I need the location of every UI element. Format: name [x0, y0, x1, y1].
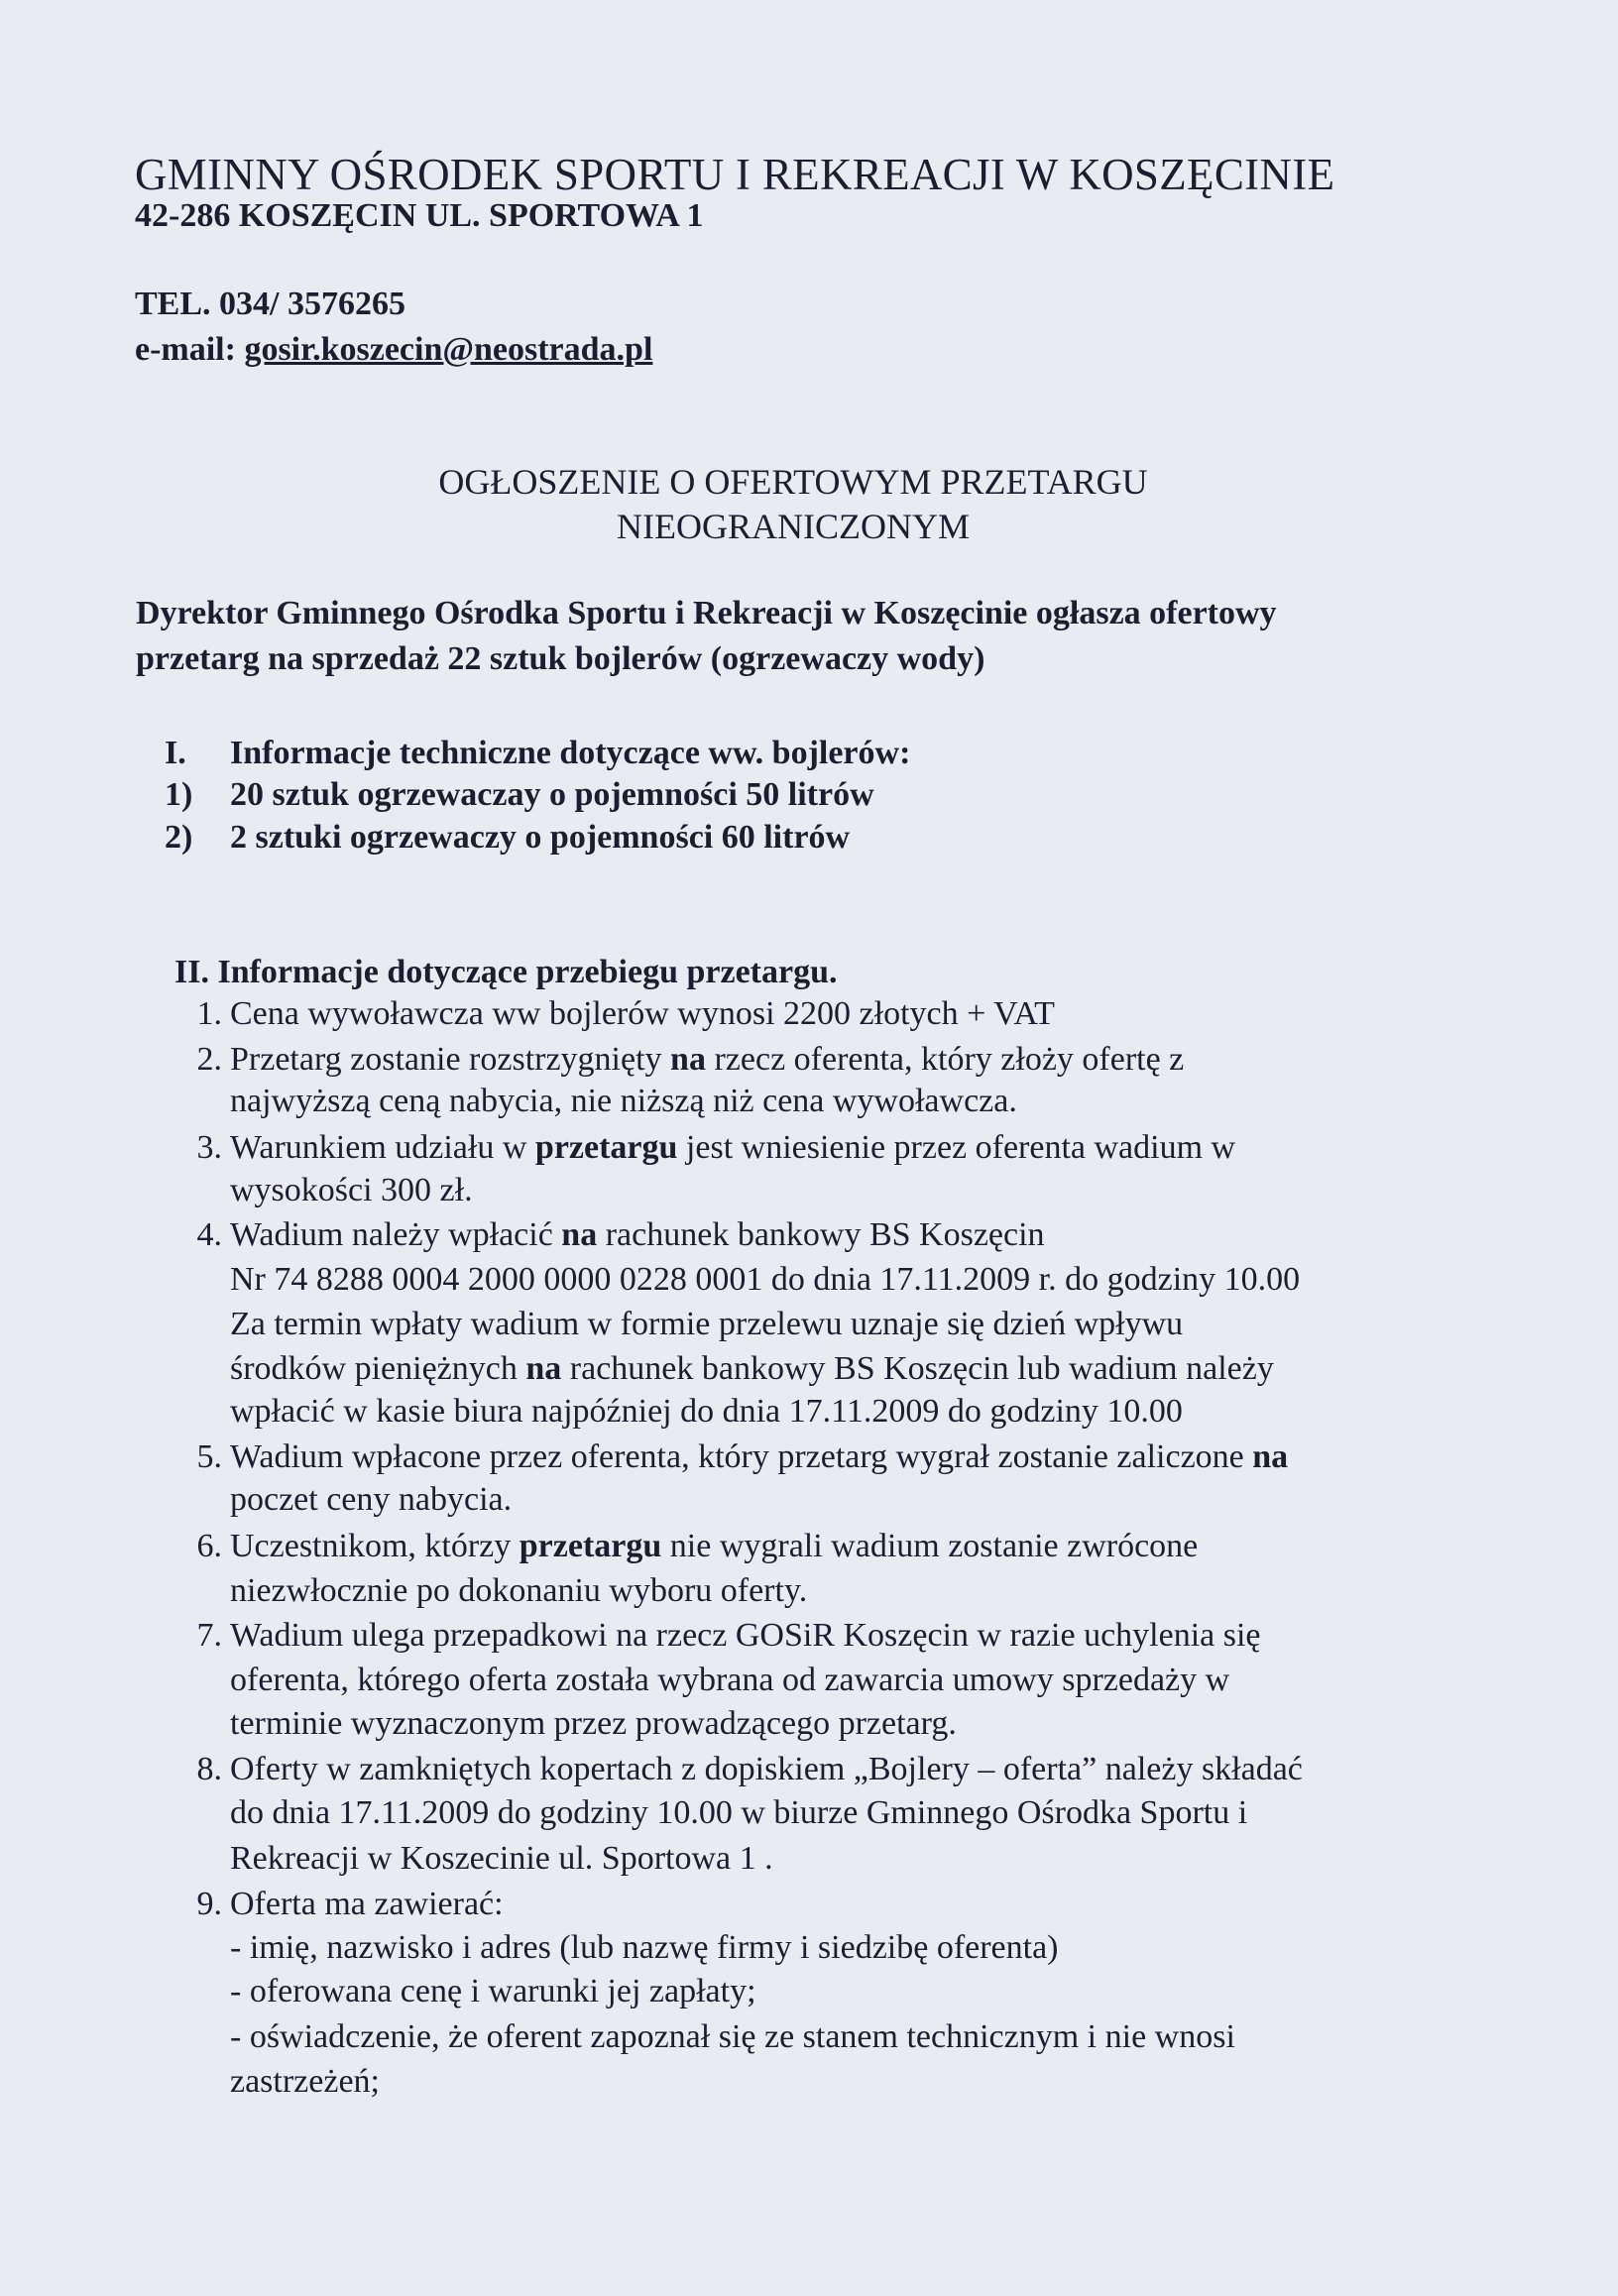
item-8-line-3: Rekreacji w Koszecinie ul. Sportowa 1 .	[230, 1840, 773, 1877]
item-8-line-1: Oferty w zamkniętych kopertach z dopiskiem „Bojlery – oferta” należy składać	[230, 1751, 1303, 1787]
item-9-line-5: zastrzeżeń;	[230, 2063, 380, 2100]
item-7-line-2: oferenta, którego oferta została wybrana od zawarcia umowy sprzedaży w	[230, 1662, 1230, 1698]
section-1-item-1-number: 1)	[165, 776, 193, 813]
item-3-line-1: Warunkiem udziału w przetargu jest wniesienie przez oferenta wadium w	[230, 1129, 1236, 1166]
item-4-line-4: środków pieniężnych na rachunek bankowy BS Koszęcin lub wadium należy	[230, 1350, 1274, 1387]
item-8-line-2: do dnia 17.11.2009 do godziny 10.00 w biurze Gminnego Ośrodka Sportu i	[230, 1794, 1248, 1831]
item-4-line-2: Nr 74 8288 0004 2000 0000 0228 0001 do dnia 17.11.2009 r. do godziny 10.00	[230, 1261, 1301, 1298]
section-1-number: I.	[165, 735, 186, 771]
item-7-number: 7.	[196, 1617, 222, 1654]
item-9-line-3: - oferowana cenę i warunki jej zapłaty;	[230, 1973, 756, 2009]
item-2-line-1: Przetarg zostanie rozstrzygnięty na rzecz oferenta, który złoży ofertę z	[230, 1041, 1185, 1078]
intro-line-1: Dyrektor Gminnego Ośrodka Sportu i Rekreacji w Koszęcinie ogłasza ofertowy	[136, 595, 1277, 631]
item-5-number: 5.	[196, 1438, 222, 1475]
item-6-line-1: Uczestnikom, którzy przetargu nie wygrali wadium zostanie zwrócone	[230, 1528, 1199, 1564]
item-2-number: 2.	[196, 1041, 222, 1078]
item-5-line-1: Wadium wpłacone przez oferenta, który przetarg wygrał zostanie zaliczone na	[230, 1438, 1289, 1475]
announcement-title-line-1: OGŁOSZENIE O OFERTOWYM PRZETARGU	[438, 462, 1148, 502]
item-3-number: 3.	[196, 1129, 222, 1166]
item-8-number: 8.	[196, 1751, 222, 1787]
item-2-line-2: najwyższą ceną nabycia, nie niższą niż cena wywoławcza.	[230, 1083, 1017, 1119]
organization-phone: TEL. 034/ 3576265	[135, 286, 405, 322]
organization-email-line	[135, 331, 652, 369]
item-4-line-3: Za termin wpłaty wadium w formie przelewu uznaje się dzień wpływu	[230, 1306, 1184, 1342]
section-1-item-2-number: 2)	[165, 819, 193, 856]
email-link[interactable]: gosir.koszecin@neostrada.pl	[244, 331, 653, 368]
item-9-line-2: - imię, nazwisko i adres (lub nazwę firmy i siedzibę oferenta)	[230, 1929, 1059, 1966]
section-1-heading: Informacje techniczne dotyczące ww. bojlerów:	[230, 735, 911, 771]
email-label: e-mail:	[135, 331, 245, 368]
item-7-line-1: Wadium ulega przepadkowi na rzecz GOSiR Koszęcin w razie uchylenia się	[230, 1617, 1261, 1654]
item-4-number: 4.	[196, 1216, 222, 1253]
section-1-item-1: 20 sztuk ogrzewaczay o pojemności 50 litrów	[230, 776, 874, 813]
organization-name: GMINNY OŚRODEK SPORTU I REKREACJI W KOSZĘCINIE	[135, 150, 1335, 199]
item-1-text: Cena wywoławcza ww bojlerów wynosi 2200 złotych + VAT	[230, 995, 1055, 1032]
announcement-title-line-2: NIEOGRANICZONYM	[617, 507, 970, 546]
item-9-line-1: Oferta ma zawierać:	[230, 1886, 504, 1922]
intro-line-2: przetarg na sprzedaż 22 sztuk bojlerów (ogrzewaczy wody)	[136, 640, 985, 677]
item-9-line-4: - oświadczenie, że oferent zapoznał się ze stanem technicznym i nie wnosi	[230, 2018, 1235, 2055]
item-9-number: 9.	[196, 1886, 222, 1922]
item-3-line-2: wysokości 300 zł.	[230, 1172, 473, 1208]
section-1-item-2: 2 sztuki ogrzewaczy o pojemności 60 litrów	[230, 819, 851, 856]
item-4-line-1: Wadium należy wpłacić na rachunek bankowy BS Koszęcin	[230, 1216, 1045, 1253]
organization-address: 42-286 KOSZĘCIN UL. SPORTOWA 1	[135, 197, 704, 234]
item-1-number: 1.	[196, 995, 222, 1032]
item-7-line-3: terminie wyznaczonym przez prowadzącego przetarg.	[230, 1705, 957, 1742]
section-2-heading: II. Informacje dotyczące przebiegu przetargu.	[174, 954, 838, 990]
item-5-line-2: poczet ceny nabycia.	[230, 1481, 513, 1518]
item-4-line-5: wpłacić w kasie biura najpóźniej do dnia 17.11.2009 do godziny 10.00	[230, 1393, 1183, 1430]
item-6-line-2: niezwłocznie po dokonaniu wyboru oferty.	[230, 1572, 808, 1609]
item-6-number: 6.	[196, 1528, 222, 1564]
